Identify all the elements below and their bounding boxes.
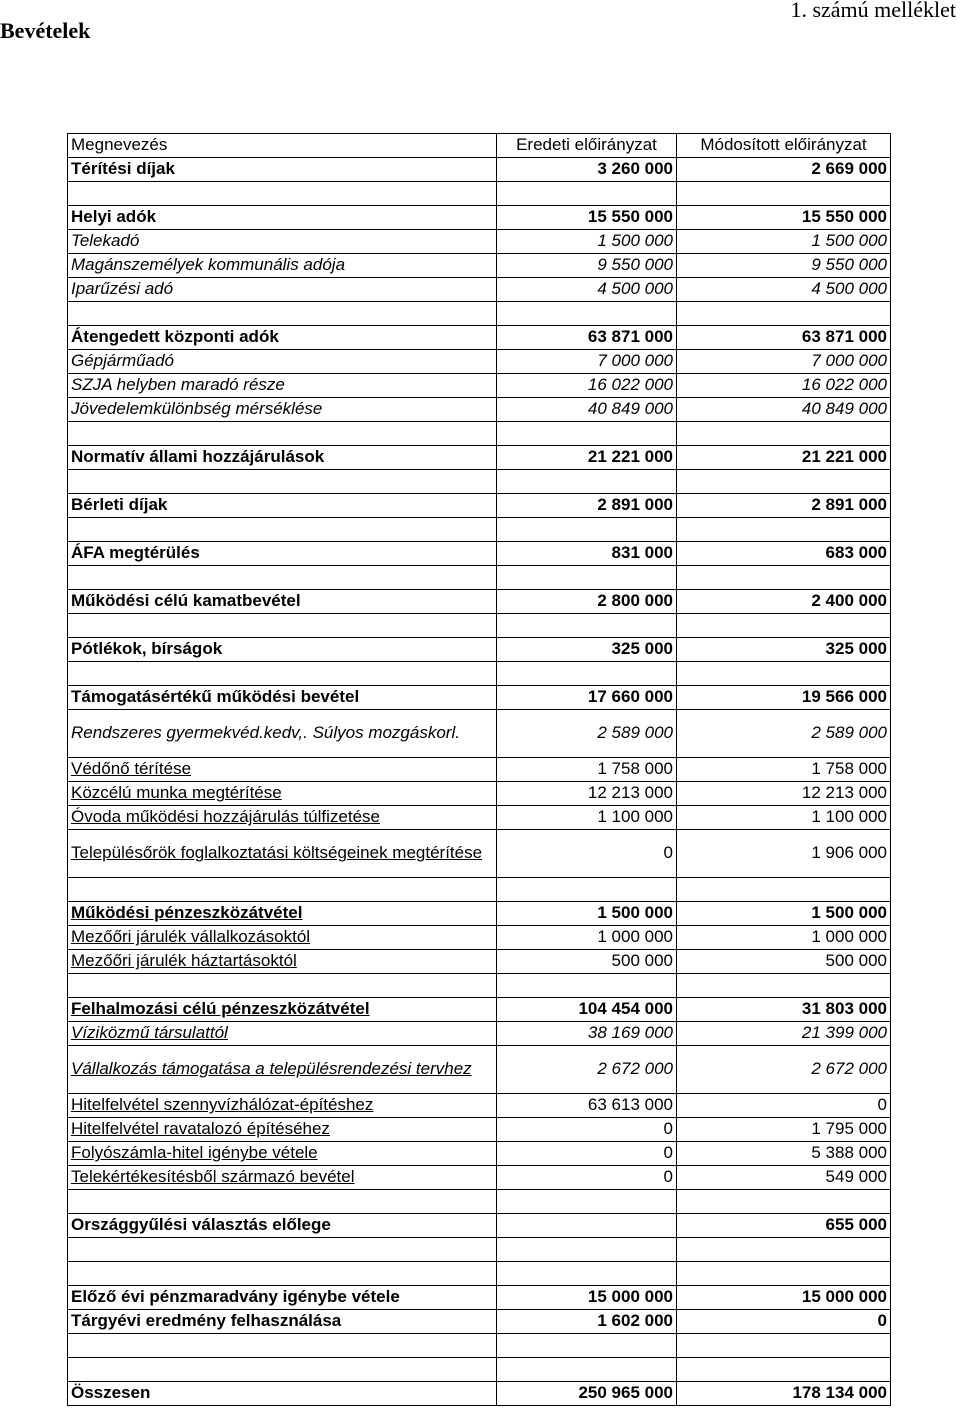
row-modified-value: 16 022 000 <box>677 374 891 398</box>
row-name-cell <box>68 1262 497 1286</box>
row-name-cell <box>68 1190 497 1214</box>
table-row <box>68 1046 891 1094</box>
row-original-value <box>497 302 677 326</box>
row-name: Átengedett központi adók <box>71 327 279 347</box>
table-row <box>68 710 891 758</box>
table-row <box>68 494 891 518</box>
row-name-cell <box>68 1334 497 1358</box>
row-original-value <box>497 1358 677 1382</box>
row-modified-value: 500 000 <box>677 950 891 974</box>
row-name: Normatív állami hozzájárulások <box>71 447 325 467</box>
row-modified-value: 12 213 000 <box>677 782 891 806</box>
table-row <box>68 326 891 350</box>
row-name: SZJA helyben maradó része <box>71 375 285 395</box>
row-modified-value <box>677 182 891 206</box>
row-modified-value <box>677 518 891 542</box>
row-modified-value <box>677 614 891 638</box>
row-modified-value: 549 000 <box>677 1166 891 1190</box>
table-row <box>68 1166 891 1190</box>
row-name: Víziközmű társulattól <box>71 1023 228 1043</box>
table-row <box>68 686 891 710</box>
row-name-cell <box>68 1382 497 1406</box>
row-original-value: 1 602 000 <box>497 1310 677 1334</box>
row-modified-value: 9 550 000 <box>677 254 891 278</box>
table-row <box>68 518 891 542</box>
row-name: Gépjárműadó <box>71 351 175 371</box>
table-row <box>68 758 891 782</box>
row-name: Felhalmozási célú pénzeszközátvétel <box>71 999 370 1019</box>
row-modified-value: 1 906 000 <box>677 830 891 878</box>
row-original-value: 2 891 000 <box>497 494 677 518</box>
row-name-cell <box>68 1166 497 1190</box>
table-row <box>68 158 891 182</box>
row-name-cell <box>68 902 497 926</box>
row-modified-value: 1 500 000 <box>677 902 891 926</box>
row-modified-value <box>677 1358 891 1382</box>
row-name-cell <box>68 806 497 830</box>
row-name-cell <box>68 1118 497 1142</box>
row-original-value <box>497 566 677 590</box>
row-original-value: 63 871 000 <box>497 326 677 350</box>
row-name-cell <box>68 1310 497 1334</box>
row-modified-value: 19 566 000 <box>677 686 891 710</box>
row-name: Helyi adók <box>71 207 157 227</box>
revenue-table <box>67 133 891 1406</box>
row-original-value: 1 758 000 <box>497 758 677 782</box>
table-row <box>68 1382 891 1406</box>
table-row <box>68 926 891 950</box>
table-row <box>68 1262 891 1286</box>
table-row <box>68 182 891 206</box>
row-original-value: 500 000 <box>497 950 677 974</box>
row-modified-value <box>677 974 891 998</box>
row-original-value <box>497 1190 677 1214</box>
row-name-cell <box>68 542 497 566</box>
row-modified-value: 15 550 000 <box>677 206 891 230</box>
row-modified-value: 2 891 000 <box>677 494 891 518</box>
table-row <box>68 974 891 998</box>
row-modified-value <box>677 470 891 494</box>
row-modified-value <box>677 1190 891 1214</box>
row-name: Iparűzési adó <box>71 279 174 299</box>
row-original-value <box>497 518 677 542</box>
row-name: Mezőőri járulék háztartásoktól <box>71 951 297 971</box>
table-row <box>68 662 891 686</box>
column-header-modified: Módosított előirányzat <box>677 134 891 158</box>
row-original-value: 2 672 000 <box>497 1046 677 1094</box>
row-name-cell <box>68 878 497 902</box>
row-modified-value: 1 000 000 <box>677 926 891 950</box>
row-name-cell <box>68 638 497 662</box>
row-name: Magánszemélyek kommunális adója <box>71 255 346 275</box>
table-row <box>68 806 891 830</box>
page-title: Bevételek <box>0 18 91 43</box>
row-modified-value: 21 399 000 <box>677 1022 891 1046</box>
table-row <box>68 1310 891 1334</box>
row-name-cell <box>68 1358 497 1382</box>
row-name-cell <box>68 686 497 710</box>
table-row <box>68 1118 891 1142</box>
row-original-value <box>497 974 677 998</box>
row-name-cell <box>68 518 497 542</box>
row-name: Támogatásértékű működési bevétel <box>71 687 360 707</box>
row-modified-value: 325 000 <box>677 638 891 662</box>
row-original-value <box>497 422 677 446</box>
row-original-value: 0 <box>497 1118 677 1142</box>
row-name: Országgyűlési választás előlege <box>71 1215 331 1235</box>
row-name-cell <box>68 422 497 446</box>
row-original-value: 9 550 000 <box>497 254 677 278</box>
table-row <box>68 998 891 1022</box>
row-name: Telekértékesítésből származó bevétel <box>71 1167 355 1187</box>
row-name: Bérleti díjak <box>71 495 168 515</box>
row-modified-value: 40 849 000 <box>677 398 891 422</box>
table-row <box>68 1094 891 1118</box>
table-row <box>68 374 891 398</box>
table-row <box>68 254 891 278</box>
row-name: Hitelfelvétel szennyvízhálózat-építéshez <box>71 1095 374 1115</box>
row-modified-value: 2 400 000 <box>677 590 891 614</box>
row-name: Összesen <box>71 1383 151 1403</box>
row-original-value: 3 260 000 <box>497 158 677 182</box>
table-row <box>68 1334 891 1358</box>
row-name: Védőnő térítése <box>71 759 192 779</box>
row-name-cell <box>68 302 497 326</box>
row-name-cell <box>68 350 497 374</box>
row-original-value: 1 000 000 <box>497 926 677 950</box>
row-name-cell <box>68 254 497 278</box>
row-modified-value: 31 803 000 <box>677 998 891 1022</box>
row-modified-value: 655 000 <box>677 1214 891 1238</box>
row-modified-value: 178 134 000 <box>677 1382 891 1406</box>
row-name-cell <box>68 206 497 230</box>
table-row <box>68 1238 891 1262</box>
table-row <box>68 1142 891 1166</box>
row-original-value <box>497 614 677 638</box>
row-modified-value <box>677 878 891 902</box>
table-row <box>68 422 891 446</box>
table-row <box>68 566 891 590</box>
table-row <box>68 1022 891 1046</box>
row-original-value: 21 221 000 <box>497 446 677 470</box>
row-name-cell <box>68 1022 497 1046</box>
table-row <box>68 950 891 974</box>
row-original-value: 15 550 000 <box>497 206 677 230</box>
row-original-value <box>497 182 677 206</box>
row-name-cell <box>68 566 497 590</box>
table-row <box>68 614 891 638</box>
row-modified-value <box>677 662 891 686</box>
row-name-cell <box>68 974 497 998</box>
row-name-cell <box>68 830 497 878</box>
row-name: Jövedelemkülönbség mérséklése <box>71 399 323 419</box>
row-modified-value <box>677 422 891 446</box>
row-modified-value: 1 758 000 <box>677 758 891 782</box>
row-name: Tárgyévi eredmény felhasználása <box>71 1311 342 1331</box>
row-name: Térítési díjak <box>71 159 175 179</box>
row-name-cell <box>68 590 497 614</box>
row-name-cell <box>68 782 497 806</box>
row-original-value: 16 022 000 <box>497 374 677 398</box>
table-row <box>68 878 891 902</box>
row-name: Rendszeres gyermekvéd.kedv,. Súlyos mozgáskorl. <box>71 723 460 743</box>
row-modified-value <box>677 1238 891 1262</box>
row-name: Működési pénzeszközátvétel <box>71 903 303 923</box>
table-row <box>68 902 891 926</box>
row-name-cell <box>68 758 497 782</box>
row-name: Folyószámla-hitel igénybe vétele <box>71 1143 318 1163</box>
row-original-value: 831 000 <box>497 542 677 566</box>
row-modified-value: 1 795 000 <box>677 1118 891 1142</box>
table-row <box>68 1358 891 1382</box>
row-name: Telekadó <box>71 231 140 251</box>
row-name-cell <box>68 998 497 1022</box>
row-name-cell <box>68 926 497 950</box>
row-name-cell <box>68 950 497 974</box>
row-original-value: 0 <box>497 1142 677 1166</box>
row-name-cell <box>68 1238 497 1262</box>
row-modified-value <box>677 302 891 326</box>
row-original-value <box>497 1214 677 1238</box>
row-original-value <box>497 1262 677 1286</box>
row-modified-value <box>677 566 891 590</box>
row-name: Mezőőri járulék vállalkozásoktól <box>71 927 311 947</box>
row-name-cell <box>68 1142 497 1166</box>
row-original-value: 1 500 000 <box>497 902 677 926</box>
table-row <box>68 470 891 494</box>
row-original-value: 4 500 000 <box>497 278 677 302</box>
column-header-original: Eredeti előirányzat <box>497 134 677 158</box>
row-modified-value: 15 000 000 <box>677 1286 891 1310</box>
row-original-value: 0 <box>497 1166 677 1190</box>
row-name-cell <box>68 494 497 518</box>
row-modified-value: 5 388 000 <box>677 1142 891 1166</box>
table-row <box>68 1190 891 1214</box>
row-name: Településőrök foglalkoztatási költségeinek megtérítése <box>71 843 483 863</box>
row-original-value: 17 660 000 <box>497 686 677 710</box>
row-name-cell <box>68 662 497 686</box>
table-row <box>68 206 891 230</box>
row-original-value: 40 849 000 <box>497 398 677 422</box>
row-original-value <box>497 470 677 494</box>
table-row <box>68 1286 891 1310</box>
row-name-cell <box>68 158 497 182</box>
table-row <box>68 446 891 470</box>
row-name-cell <box>68 398 497 422</box>
row-name-cell <box>68 446 497 470</box>
row-modified-value <box>677 1334 891 1358</box>
table-row <box>68 830 891 878</box>
row-name-cell <box>68 710 497 758</box>
row-name-cell <box>68 1094 497 1118</box>
row-modified-value: 0 <box>677 1094 891 1118</box>
row-name-cell <box>68 1046 497 1094</box>
row-modified-value: 2 669 000 <box>677 158 891 182</box>
row-original-value <box>497 1334 677 1358</box>
row-name-cell <box>68 326 497 350</box>
row-name-cell <box>68 374 497 398</box>
table-row <box>68 542 891 566</box>
row-original-value: 104 454 000 <box>497 998 677 1022</box>
row-original-value: 0 <box>497 830 677 878</box>
row-original-value <box>497 878 677 902</box>
row-name: ÁFA megtérülés <box>71 543 200 563</box>
row-modified-value: 21 221 000 <box>677 446 891 470</box>
row-name: Vállalkozás támogatása a településrendezési tervhez <box>71 1059 472 1079</box>
row-name-cell <box>68 278 497 302</box>
row-modified-value: 4 500 000 <box>677 278 891 302</box>
row-modified-value: 683 000 <box>677 542 891 566</box>
row-original-value: 250 965 000 <box>497 1382 677 1406</box>
row-original-value <box>497 662 677 686</box>
table-header-row <box>68 134 891 158</box>
row-original-value: 1 100 000 <box>497 806 677 830</box>
row-original-value <box>497 1238 677 1262</box>
table-row <box>68 278 891 302</box>
row-name-cell <box>68 614 497 638</box>
row-modified-value: 2 672 000 <box>677 1046 891 1094</box>
table-row <box>68 1214 891 1238</box>
table-row <box>68 782 891 806</box>
row-name: Pótlékok, bírságok <box>71 639 223 659</box>
table-row <box>68 302 891 326</box>
row-name: Közcélú munka megtérítése <box>71 783 282 803</box>
row-modified-value: 63 871 000 <box>677 326 891 350</box>
row-modified-value: 2 589 000 <box>677 710 891 758</box>
column-header-name: Megnevezés <box>68 134 497 158</box>
row-original-value: 1 500 000 <box>497 230 677 254</box>
row-original-value: 63 613 000 <box>497 1094 677 1118</box>
row-name: Működési célú kamatbevétel <box>71 591 301 611</box>
row-name-cell <box>68 230 497 254</box>
row-name-cell <box>68 1214 497 1238</box>
row-modified-value: 1 500 000 <box>677 230 891 254</box>
table-row <box>68 230 891 254</box>
row-original-value: 2 589 000 <box>497 710 677 758</box>
row-name: Hitelfelvétel ravatalozó építéséhez <box>71 1119 330 1139</box>
row-name: Óvoda működési hozzájárulás túlfizetése <box>71 807 380 827</box>
row-modified-value: 1 100 000 <box>677 806 891 830</box>
table-row <box>68 350 891 374</box>
table-row <box>68 398 891 422</box>
table-row <box>68 590 891 614</box>
row-name-cell <box>68 470 497 494</box>
row-original-value: 38 169 000 <box>497 1022 677 1046</box>
row-modified-value <box>677 1262 891 1286</box>
table-row <box>68 638 891 662</box>
row-original-value: 7 000 000 <box>497 350 677 374</box>
row-modified-value: 0 <box>677 1310 891 1334</box>
row-original-value: 15 000 000 <box>497 1286 677 1310</box>
row-original-value: 12 213 000 <box>497 782 677 806</box>
row-modified-value: 7 000 000 <box>677 350 891 374</box>
row-name: Előző évi pénzmaradvány igénybe vétele <box>71 1287 400 1307</box>
row-name-cell <box>68 1286 497 1310</box>
row-original-value: 2 800 000 <box>497 590 677 614</box>
row-name-cell <box>68 182 497 206</box>
annex-label: 1. számú melléklet <box>790 0 956 22</box>
row-original-value: 325 000 <box>497 638 677 662</box>
